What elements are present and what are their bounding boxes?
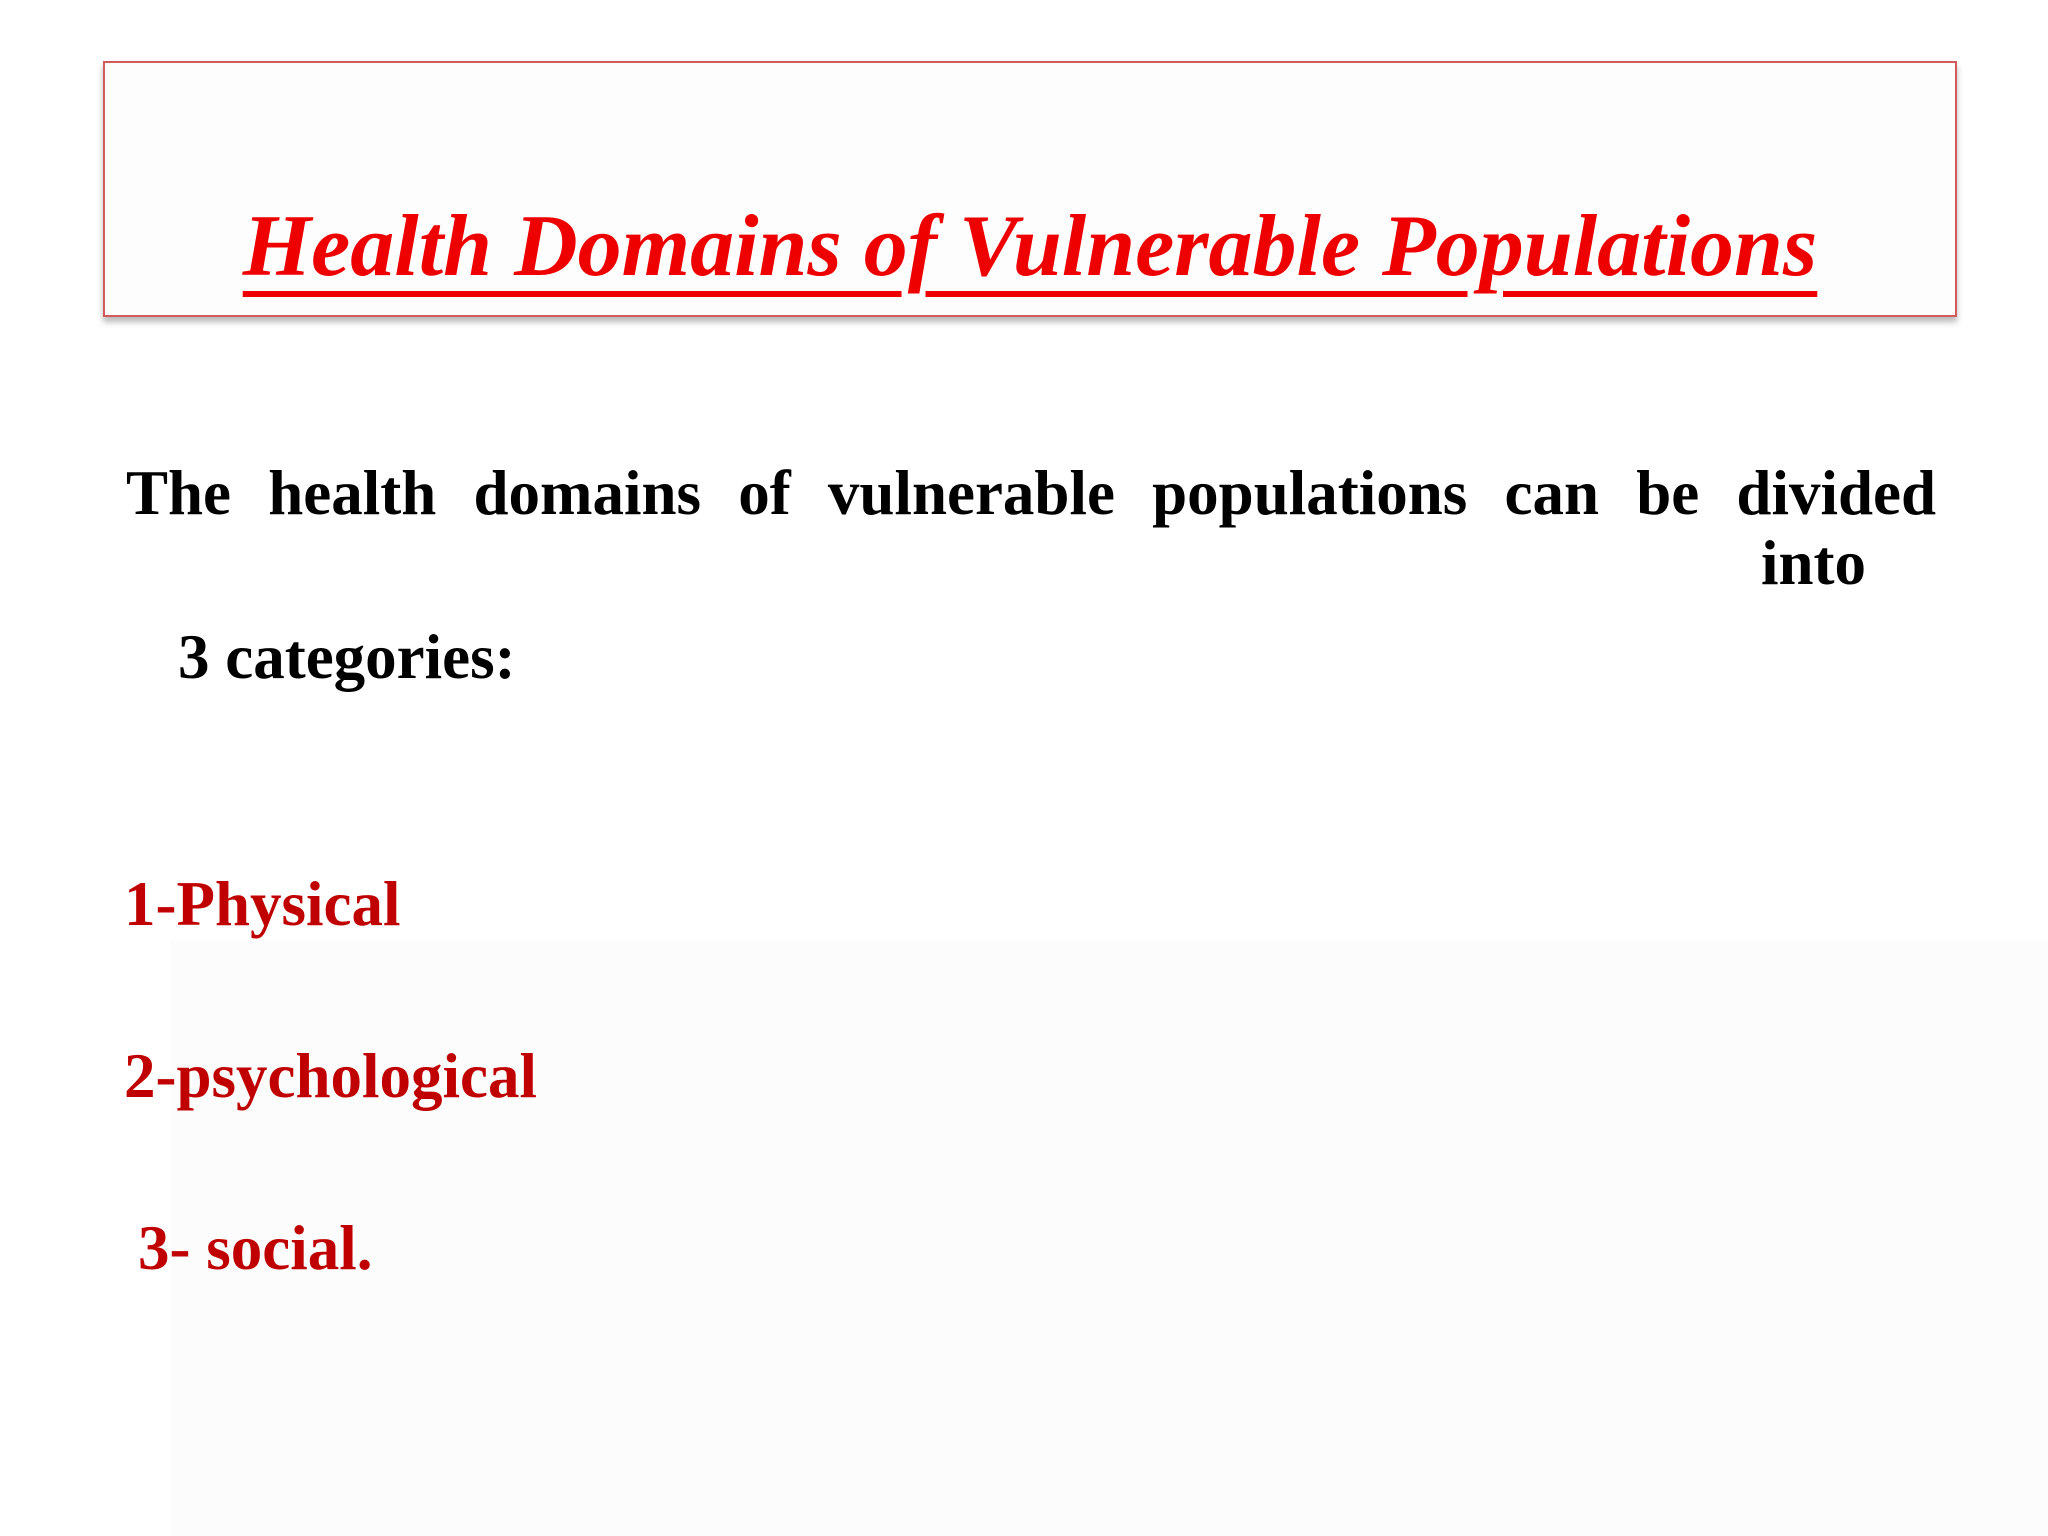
intro-paragraph <box>126 458 1936 692</box>
title-box <box>103 61 1957 317</box>
intro-line-2: into <box>1760 528 1866 598</box>
slide-title: Health Domains of Vulnerable Populations <box>242 198 1818 295</box>
background-tint <box>170 940 2048 1536</box>
intro-line-1: The health domains of vulnerable populations can be divided <box>126 458 1936 528</box>
category-psychological: 2-psychological <box>124 1041 538 1111</box>
intro-line-3: 3 categories: <box>178 622 516 692</box>
category-physical: 1-Physical <box>124 869 401 939</box>
category-social: 3- social. <box>138 1213 373 1283</box>
